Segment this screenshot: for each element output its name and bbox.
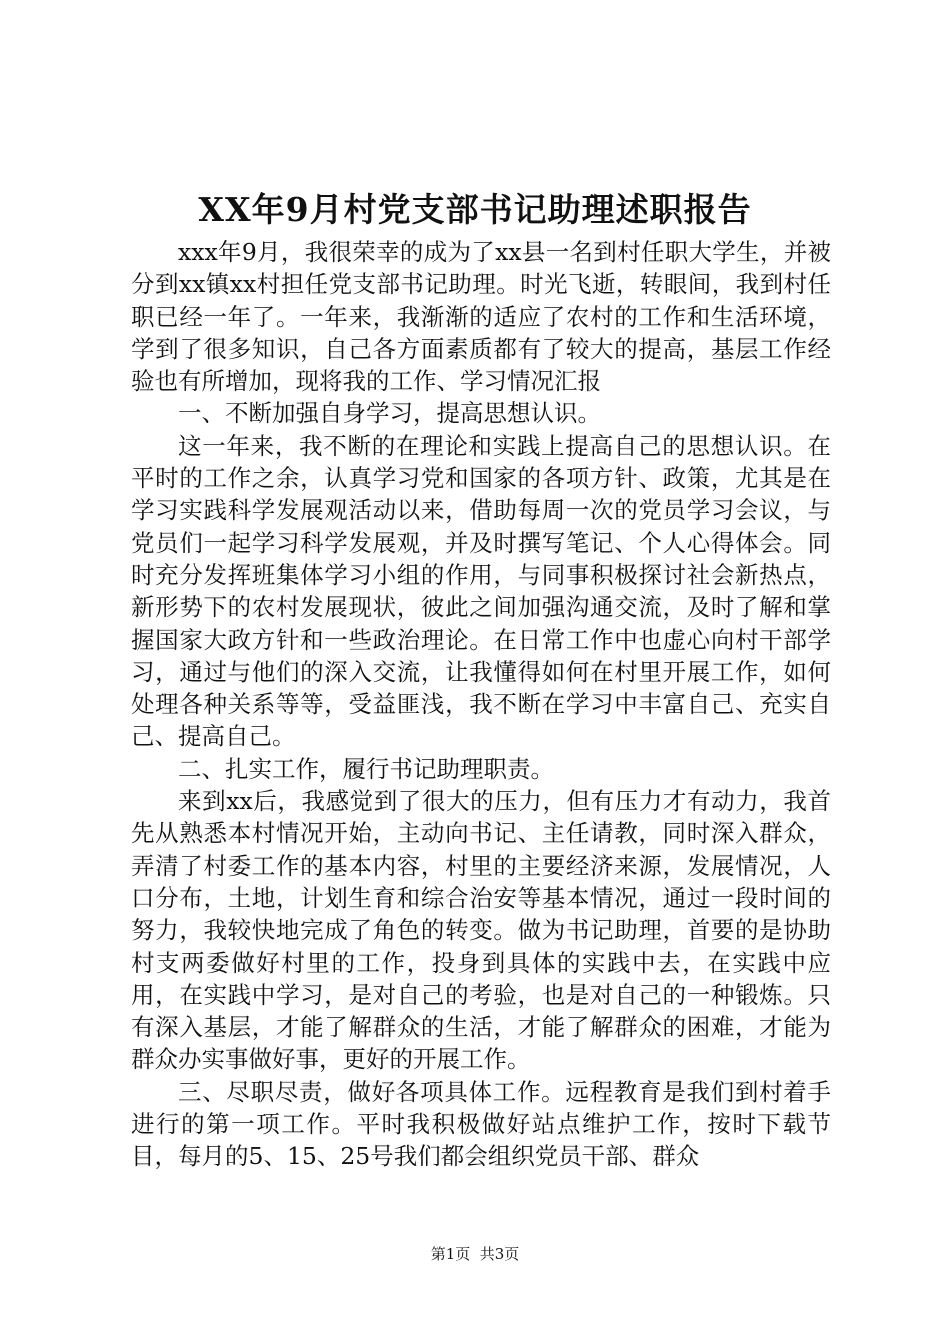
page-number: 第1页 共3页 [430,1245,520,1263]
section-heading-1: 一、不断加强自身学习，提高思想认识。 [178,399,601,428]
page-footer [0,1244,950,1264]
paragraph-section-2: 来到xx后，我感觉到了很大的压力，但有压力才有动力，我首先从熟悉本村情况开始，主动向书记、主任请教，同时深入群众，弄清了村委工作的基本内容，村里的主要经济来源，发展情况，人口分布，土地，计划生育和综合治安等基本情况，通过一段时间的努力，我较快地完成了角色的转变。做为书记助理，首要的是协助村支两委做好村里的工作，投身到具体的实践中去，在实践中应用，在实践中学习，是对自己的考验，也是对自己的一种锻炼。只有深入基层，才能了解群众的生活，才能了解群众的困难，才能为群众办实事做好事，更好的开展工作。 [131,787,831,1074]
document-title: XX年9月村党支部书记助理述职报告 [198,190,752,229]
paragraph-section-3: 三、尽职尽责，做好各项具体工作。远程教育是我们到村着手进行的第一项工作。平时我积极做好站点维护工作，按时下载节目，每月的5、15、25号我们都会组织党员干部、群众 [131,1077,831,1171]
paragraph-intro: xxx年9月，我很荣幸的成为了xx县一名到村任职大学生，并被分到xx镇xx村担任党支部书记助理。时光飞逝，转眼间，我到村任职已经一年了。一年来，我渐渐的适应了农村的工作和生活环境，学到了很多知识，自己各方面素质都有了较大的提高，基层工作经验也有所增加，现将我的工作、学习情况汇报 [131,238,831,396]
section-heading-2: 二、扎实工作，履行书记助理职责。 [178,754,554,783]
document-body [131,236,831,1173]
paragraph-section-1: 这一年来，我不断的在理论和实践上提高自己的思想认识。在平时的工作之余，认真学习党和国家的各项方针、政策，尤其是在学习实践科学发展观活动以来，借助每周一次的党员学习会议，与党员们一起学习科学发展观，并及时撰写笔记、个人心得体会。同时充分发挥班集体学习小组的作用，与同事积极探讨社会新热点，新形势下的农村发展现状，彼此之间加强沟通交流，及时了解和掌握国家大政方针和一些政治理论。在日常工作中也虚心向村干部学习，通过与他们的深入交流，让我懂得如何在村里开展工作，如何处理各种关系等等，受益匪浅，我不断在学习中丰富自己、充实自己、提高自己。 [131,431,831,751]
